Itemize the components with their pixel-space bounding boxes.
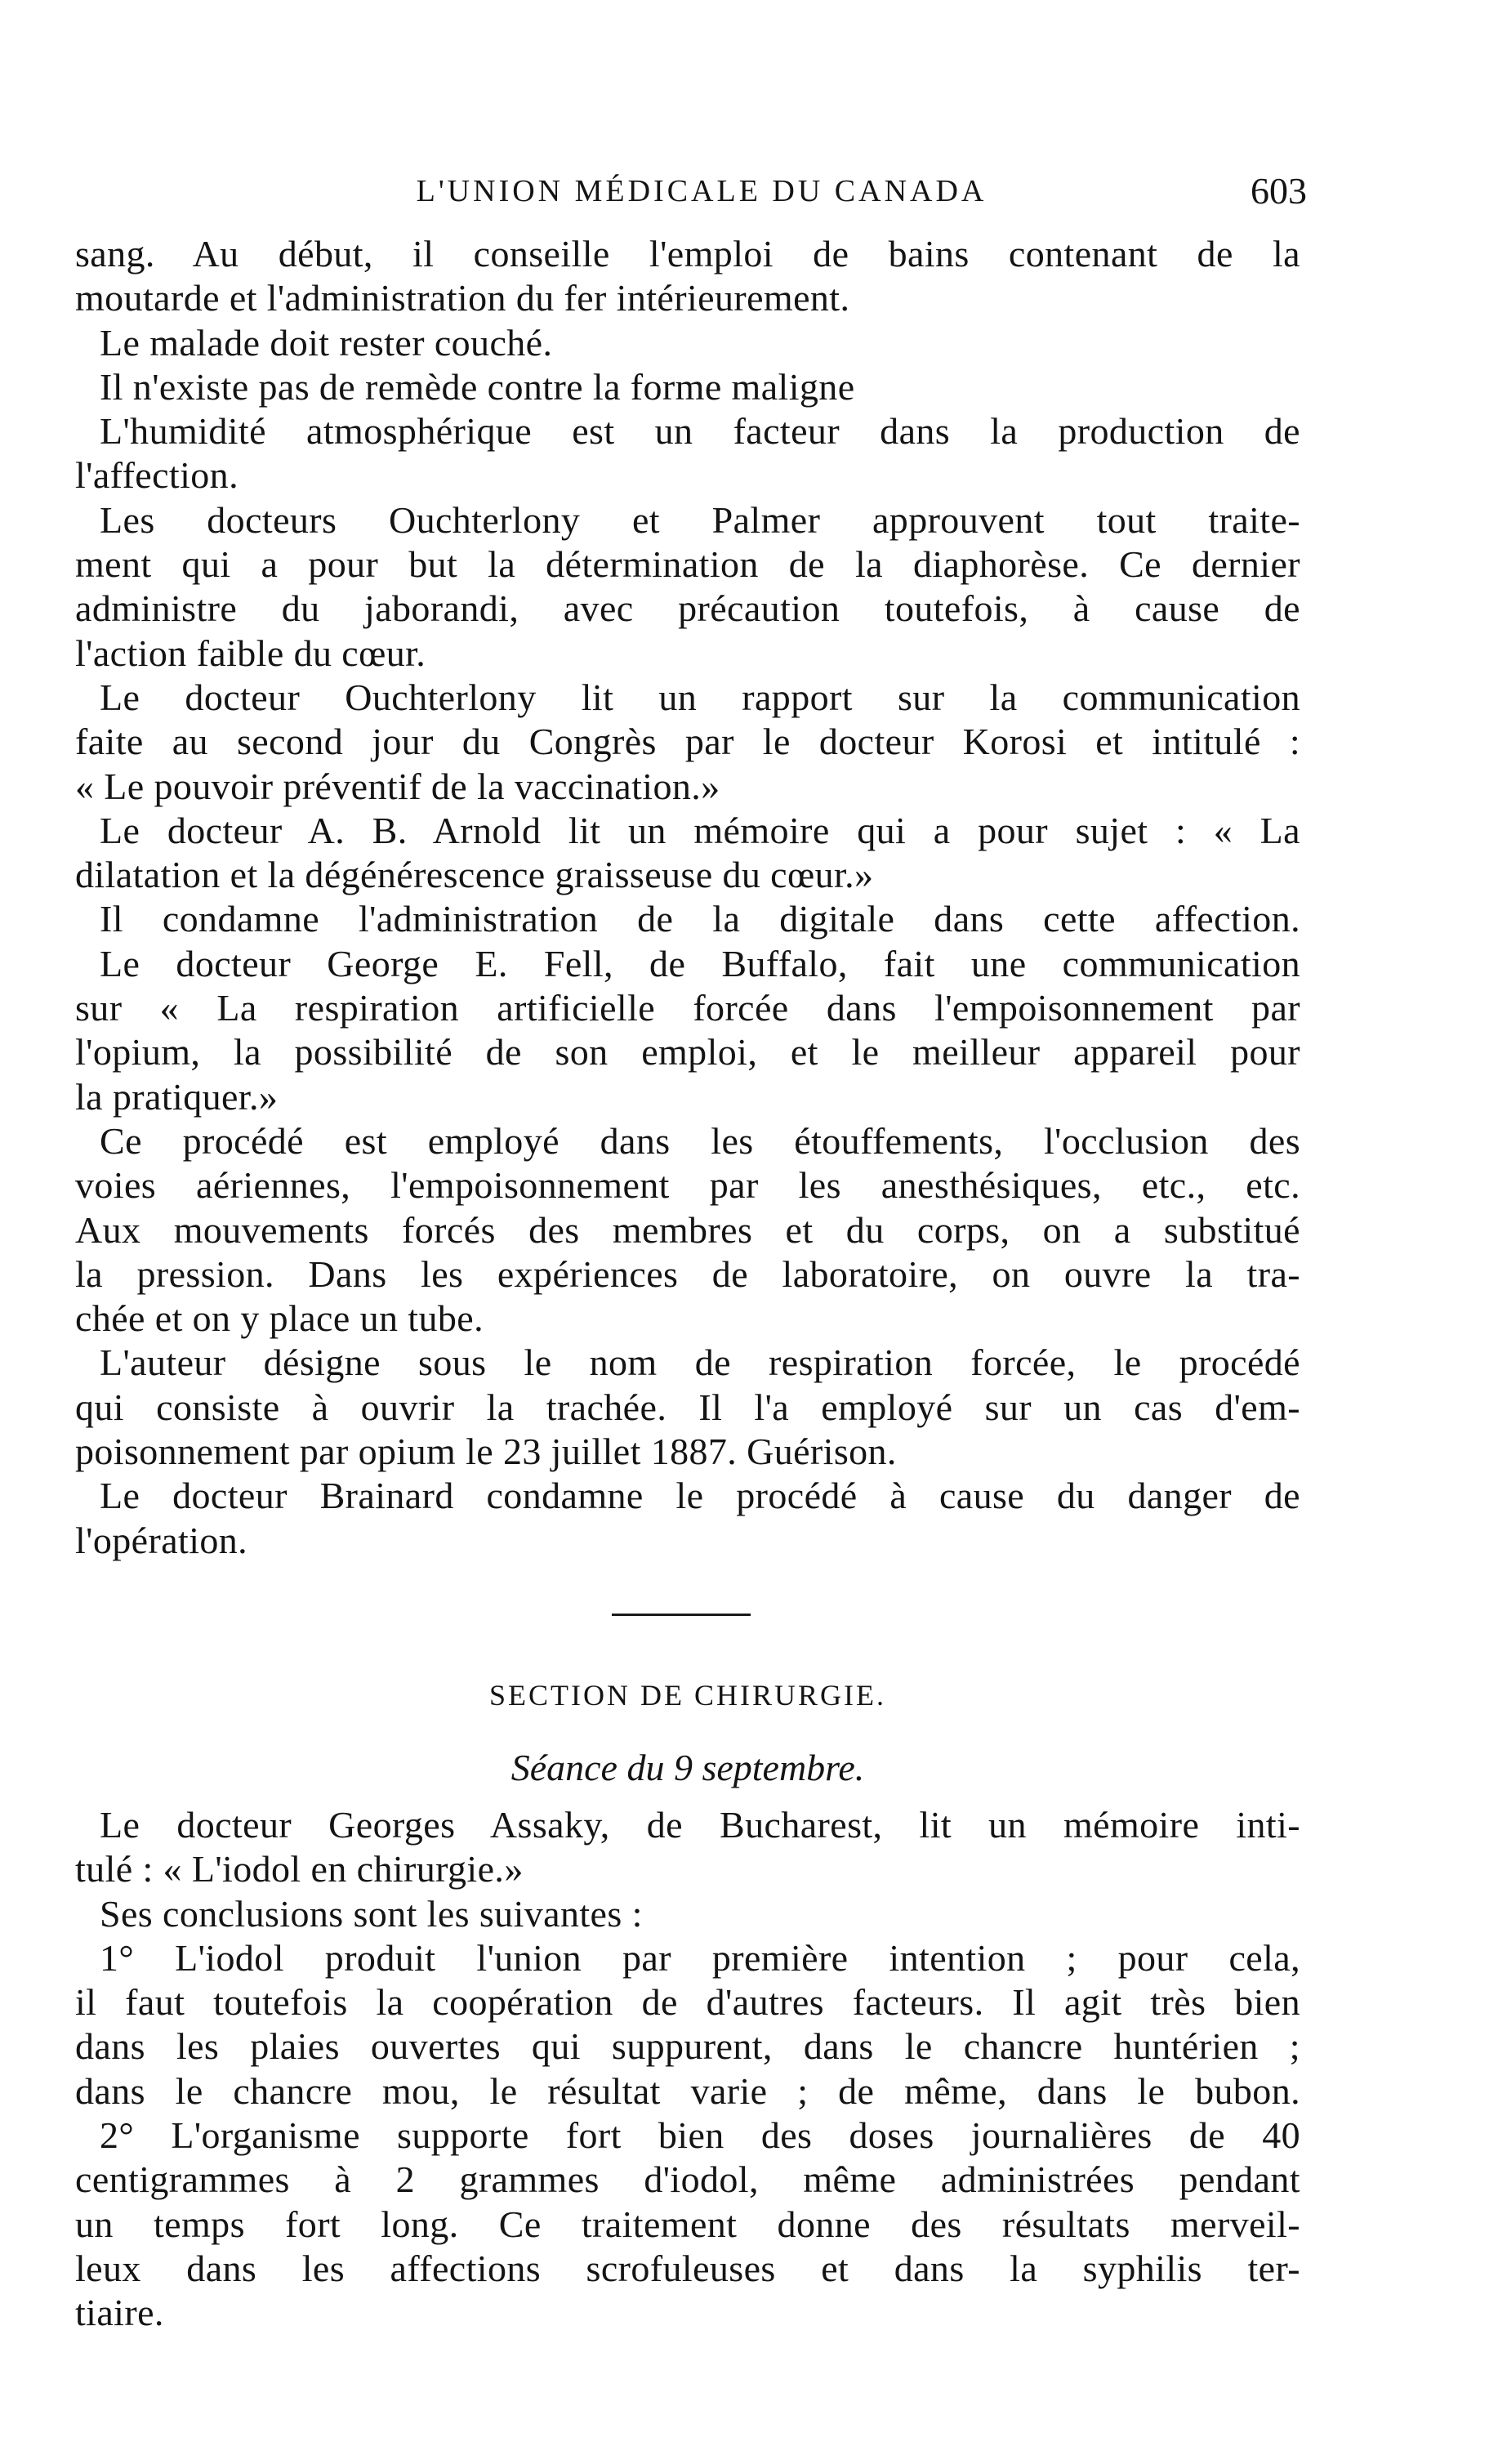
text-line: Le docteur George E. Fell, de Buffalo, fait une communication: [100, 942, 1300, 984]
text-line: dans le chancre mou, le résultat varie ; de même, dans le bubon.: [75, 2069, 1300, 2112]
session-heading: Séance du 9 septembre.: [510, 1746, 865, 1788]
text-line: l'opération.: [75, 1519, 248, 1561]
text-line: tiaire.: [75, 2292, 164, 2334]
text-line: qui consiste à ouvrir la trachée. Il l'a employé sur un cas d'em-: [75, 1386, 1300, 1428]
text-line: un temps fort long. Ce traitement donne des résultats merveil-: [75, 2203, 1300, 2245]
text-line: administre du jaborandi, avec précaution toutefois, à cause de: [75, 587, 1300, 630]
text-line: centigrammes à 2 grammes d'iodol, même administrées pendant: [75, 2158, 1300, 2201]
text-line: faite au second jour du Congrès par le docteur Korosi et intitulé :: [75, 721, 1300, 763]
text-line: L'humidité atmosphérique est un facteur dans la production de: [100, 410, 1300, 453]
divider-area: [75, 1563, 1300, 1658]
running-title: L'UNION MÉDICALE DU CANADA: [416, 174, 988, 208]
text-line: Il n'existe pas de remède contre la forme maligne: [100, 365, 855, 408]
text-line: Aux mouvements forcés des membres et du corps, on a substitué: [75, 1208, 1300, 1251]
text-line: voies aériennes, l'empoisonnement par les anesthésiques, etc., etc.: [75, 1164, 1300, 1207]
text-block-medicine: [75, 232, 1300, 1563]
text-line: poisonnement par opium le 23 juillet 1887. Guérison.: [75, 1431, 897, 1473]
text-line: il faut toutefois la coopération de d'autres facteurs. Il agit très bien: [75, 1981, 1300, 2024]
text-line: Ses conclusions sont les suivantes :: [100, 1892, 643, 1935]
section-heading: SECTION DE CHIRURGIE.: [489, 1678, 886, 1712]
text-line: Le docteur Georges Assaky, de Bucharest, lit un mémoire inti-: [100, 1803, 1300, 1846]
text-line: tulé : « L'iodol en chirurgie.»: [75, 1848, 524, 1890]
text-line: dilatation et la dégénérescence graisseuse du cœur.»: [75, 854, 874, 896]
text-line: Ce procédé est employé dans les étouffements, l'occlusion des: [100, 1119, 1300, 1162]
text-line: dans les plaies ouvertes qui suppurent, dans le chancre huntérien ;: [75, 2025, 1300, 2068]
section-divider-rule: [612, 1614, 751, 1616]
text-line: ment qui a pour but la détermination de la diaphorèse. Ce dernier: [75, 543, 1300, 586]
text-line: Il condamne l'administration de la digitale dans cette affection.: [100, 898, 1300, 940]
text-line: 2° L'organisme supporte fort bien des doses journalières de 40: [100, 2114, 1300, 2156]
text-line: l'action faible du cœur.: [75, 632, 426, 674]
page-header: [96, 168, 1307, 214]
page-body: [75, 232, 1300, 2335]
text-line: « Le pouvoir préventif de la vaccination.»: [75, 765, 720, 807]
text-line: chée et on y place un tube.: [75, 1297, 484, 1340]
text-line: Le docteur A. B. Arnold lit un mémoire qui a pour sujet : « La: [100, 809, 1300, 851]
text-line: la pratiquer.»: [75, 1075, 279, 1118]
text-block-surgery: [75, 1803, 1300, 2336]
text-line: Le docteur Ouchterlony lit un rapport sur la communication: [100, 676, 1300, 718]
text-line: l'affection.: [75, 454, 239, 497]
text-line: sur « La respiration artificielle forcée dans l'empoisonnement par: [75, 987, 1300, 1029]
text-line: moutarde et l'administration du fer intérieurement.: [75, 277, 850, 319]
text-line: Les docteurs Ouchterlony et Palmer approuvent tout traite-: [100, 498, 1300, 541]
text-line: 1° L'iodol produit l'union par première intention ; pour cela,: [100, 1936, 1300, 1979]
page-number: 603: [1251, 170, 1307, 212]
text-line: l'opium, la possibilité de son emploi, et le meilleur appareil pour: [75, 1031, 1300, 1074]
text-line: L'auteur désigne sous le nom de respiration forcée, le procédé: [100, 1341, 1300, 1384]
text-line: la pression. Dans les expériences de laboratoire, on ouvre la tra-: [75, 1252, 1300, 1295]
text-line: Le docteur Brainard condamne le procédé à cause du danger de: [100, 1475, 1300, 1517]
text-line: Le malade doit rester couché.: [100, 321, 553, 364]
text-line: sang. Au début, il conseille l'emploi de bains contenant de la: [75, 233, 1300, 275]
text-line: leux dans les affections scrofuleuses et dans la syphilis ter-: [75, 2247, 1300, 2289]
